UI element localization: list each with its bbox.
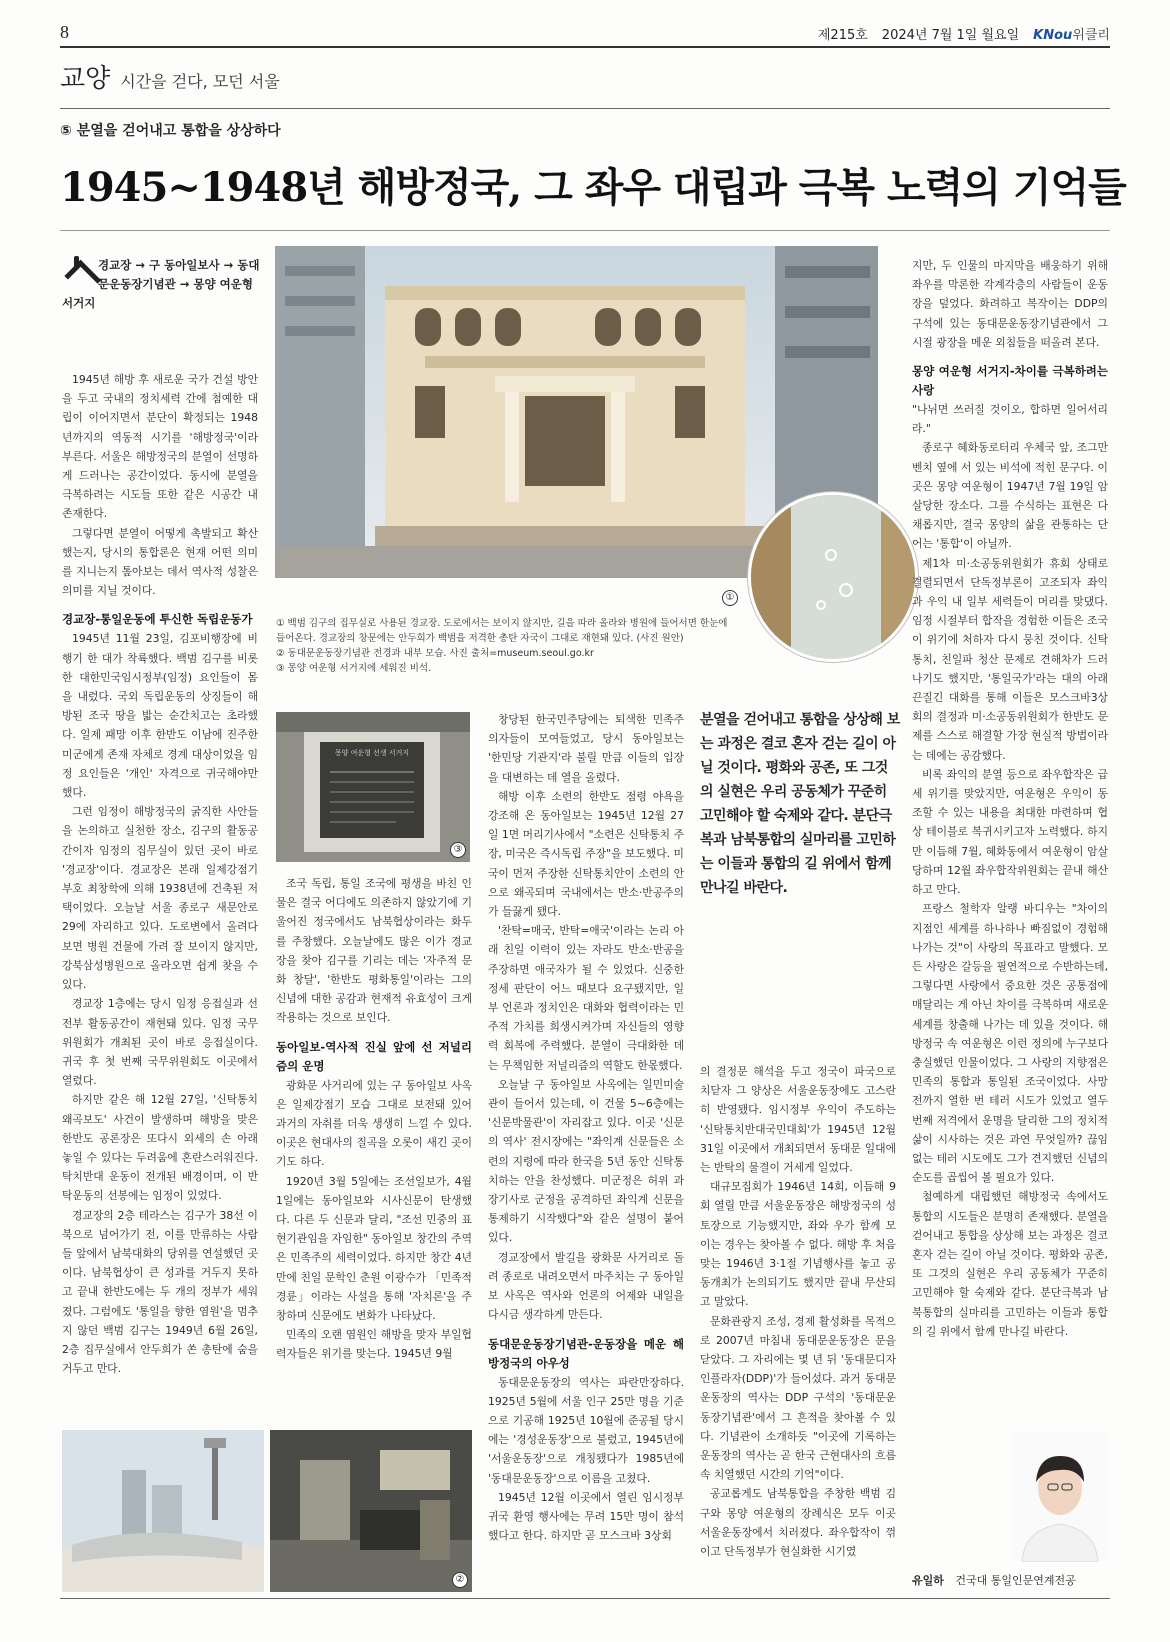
col5b-para-5: 프랑스 철학자 알랭 바디우는 "차이의 지점인 세계를 하나하나 빠짐없이 경험해 나가는 것"이 사랑의 목표라고 말했다. 모든 사랑은 갈등을 필연적으로 수반하는데, 그렇다면 사랑에서 중요한 것은 공통점에 매달리는 게 아닌 차이를 극복하며 새로운 세계를 창출해 나가는 데 있을 것이다. 해방정국 속 여운형은 이런 정의에 누구보다 충실했던 인물이었다. 그 사랑의 지향점은 민족의 통합과 통일된 조국이었다. 사망 전까지 열한 번 테러 시도가 있었고 열두 번째 저격에서 운명을 달리한 그의 정치적 삶이 시사하는 것은 과연 무엇일까? 끊임없는 테러 시도에도 그가 견지했던 신념의 순도를 곱씹어 볼 필요가 있다. (912, 902, 1108, 1185)
col1b-para-1: 1945년 11월 23일, 김포비행장에 비행기 한 대가 착륙했다. 백범 김구를 비롯한 대한민국임시정부(임정) 요인들이 몸을 내렸다. 국외 독립운동의 상징들이 해방된 조국 땅을 밟는 순간치고는 초라했다. 일제 패망 이후 한반도 이남에 진주한 미군에게 존재 자체로 경계 대상이었을 임정 요인들은 '개인' 자격으로 귀국해야만 했다. (62, 632, 258, 800)
photo-marker-1: ① (722, 590, 738, 606)
route-box (62, 256, 262, 313)
author-byline (912, 1572, 1076, 1588)
col5-subhead: 몽양 여운형 서거지-차이를 극복하려는 사랑 (912, 364, 1108, 398)
col2b-para-2: 1920년 3월 5일에는 조선일보가, 4월 1일에는 동아일보와 시사신문이 탄생했다. 다른 두 신문과 달리, "조선 민중의 표현기관임을 자임한" 동아일보 창간의 주역은 민족주의 세력이었다. 하지만 창간 4년 만에 친일 문학인 춘원 이광수가 「민족적 경륜」이라는 사설을 통해 '자치론'을 주창하며 신문에도 변화가 나타났다. (276, 1174, 472, 1323)
pull-quote: 분열을 걷어내고 통합을 상상해 보는 과정은 결코 혼자 걷는 길이 아닐 것이다. 평화와 공존, 또 그것의 실현은 우리 공동체가 꾸준히 고민해야 할 숙제와 같다. 분단극복과 남북통합의 실마리를 고민하는 이들과 통합의 길 위에서 함께 만나길 바란다. (700, 712, 900, 896)
col1b-para-5: 경교장의 2층 테라스는 김구가 38선 이북으로 넘어가기 전, 이를 만류하는 사람들 앞에서 남북대화의 당위를 연설했던 곳이다. 남북협상이 큰 성과를 거두지 못하고 끝내 한반도에는 두 개의 정부가 세워졌다. 그럼에도 '통일을 향한 염원'을 멈추지 않던 백범 김구는 1949년 6월 26일, 2층 집무실에서 안두희가 쏜 총탄에 숨을 거두고 만다. (62, 1208, 258, 1376)
col4-para-4: 공교롭게도 남북통합을 주창한 백범 김구와 몽양 여운형의 장례식은 모두 이곳 서울운동장에서 치러졌다. 좌우합작이 꺾이고 단독정부가 현실화한 시기였 (700, 1487, 896, 1559)
photo-bullet-window (748, 492, 918, 662)
col5b-para-6: 첨예하게 대립했던 해방정국 속에서도 통합의 시도들은 분명히 존재했다. 분열을 걷어내고 통합을 상상해 보는 과정은 결코 혼자 걷는 길이 아닐 것이다. 평화와 공존, 또 그것의 실현은 우리 공동체가 꾸준히 고민해야 할 숙제와 같다. 분단극복과 남북통합의 실마리를 고민하는 이들과 통합의 길 위에서 함께 만나길 바란다. (912, 1190, 1108, 1338)
bottom-rule (60, 1598, 1110, 1599)
issue-meta (818, 24, 1110, 43)
col5b-para-4: 비록 좌익의 분열 등으로 좌우합작은 급세 위기를 맞았지만, 여운형은 우익이 동조할 수 있는 내용을 최대한 마련하며 협상 테이블로 복귀시키고자 노력했다. 하지만 이듬해 7월, 혜화동에서 여운형이 암살당하며 12월 좌우합작위원회는 끝내 해산하고 만다. (912, 767, 1108, 897)
photo-marker-2: ② (452, 1572, 468, 1588)
col4-para-2: 대규모집회가 1946년 14회, 이듬해 9회 열릴 만큼 서울운동장은 해방정국의 성토장으로 기능했지만, 좌와 우가 함께 모이는 경우는 찾아볼 수 없다. 해방 후 처음 맞는 1946년 3·1절 기념행사를 놓고 공동개최가 논의되기도 했지만 끝내 무산되고 말았다. (700, 1180, 896, 1309)
col1-para-2: 그렇다면 분열이 어떻게 촉발되고 확산했는지, 당시의 통합론은 현재 어떤 의미를 지니는지 톺아보는 데서 역사적 성찰은 의미를 지닐 것이다. (62, 526, 258, 598)
photo-ddp-exterior (62, 1430, 264, 1592)
col5-para-1: 지만, 두 인물의 마지막을 배웅하기 위해 좌우를 막론한 각계각층의 사람들이 운동장을 덮었다. 화려하고 복작이는 DDP의 구석에 있는 동대문운동장기념관에서 그 시절 광장을 메운 외침들을 떠올려 본다. (912, 259, 1108, 349)
author-photo (1012, 1432, 1108, 1562)
author-affiliation: 건국대 통일인문연계전공 (955, 1574, 1076, 1587)
photo-ddp-interior (270, 1430, 472, 1592)
bullet-window-illustration (751, 495, 918, 662)
brand-logo: KNou (1033, 28, 1073, 43)
ddp-exterior-illustration (62, 1430, 264, 1592)
col4-para-3: 문화관광지 조성, 경제 활성화를 목적으로 2007년 마침내 동대문운동장은 문을 닫았다. 그 자리에는 몇 년 뒤 '동대문디자인플라자(DDP)'가 들어섰다. 과거 동대문운동장의 역사는 DDP 구석의 '동대문운동장기념관'에서 그 흔적을 찾아볼 수 있다. 기념관이 소개하듯 "이곳에 기록하는 운동장의 역사는 곧 한국 근현대사의 흐름 속 치열했던 시간의 기억"이다. (700, 1314, 896, 1482)
section-subtitle: 시간을 걷다, 모던 서울 (120, 72, 280, 91)
col3-para-4: 오늘날 구 동아일보 사옥에는 일민미술관이 들어서 있는데, 이 건물 5~6층에는 '신문박물관'이 자리잡고 있다. 이곳 '신문의 역사' 전시장에는 "좌익계 신문들은 소련의 지령에 따라 한국을 5년 동안 신탁통치하는 안을 찬성했다. 미군정은 허위 과장기사로 군정을 공격하던 좌익계 신문을 통제하기 시작했다"와 같은 설명이 붙어 있다. (488, 1077, 684, 1245)
section-name: 교양 (60, 64, 111, 94)
column-5 (912, 256, 1108, 1556)
photo-monument (276, 712, 470, 862)
col3-para-1: 창당된 한국민주당에는 퇴색한 민족주의자들이 모여들었고, 당시 동아일보는 '한민당 기관지'라 불릴 만큼 이들의 입장을 대변하는 데 열을 올렸다. (488, 713, 684, 784)
headline-rule (60, 230, 1110, 231)
column-3 (488, 710, 684, 1592)
col3-para-2: 해방 이후 소련의 한반도 점령 야욕을 강조해 온 동아일보는 1945년 12월 27일 1면 머리기사에서 "소련은 신탁통치 주장, 미국은 즉시독립 주장"을 보도했다. 미국이 먼저 주장한 신탁통치안이 소련의 안으로 왜곡되며 국내에서는 반소·반공주의가 들끓게 됐다. (488, 789, 684, 919)
walking-route-icon (62, 256, 92, 288)
issue-date: 2024년 7월 1일 월요일 (881, 28, 1020, 43)
caption-1: ① 백범 김구의 집무실로 사용된 경교장. 도로에서는 보이지 않지만, 길을 따라 올라와 병원에 들어서면 한눈에 들어온다. 경교장의 창문에는 안두희가 백범을 저격한 총탄 자국이 그대로 재현돼 있다. (사진 원안) (276, 618, 728, 644)
section-rule (60, 108, 1110, 109)
section-header (60, 58, 280, 95)
issue-number: 제215호 (817, 28, 868, 43)
col3-para-5: 경교장에서 발길을 광화문 사거리로 돌려 종로로 내려오면서 마주치는 구 동아일보 사옥은 역사와 언론의 어제와 내일을 다시금 생각하게 만든다. (488, 1250, 684, 1322)
brand-suffix: 위클리 (1072, 28, 1110, 43)
author-portrait-illustration (1012, 1432, 1108, 1562)
col3b-para-1: 동대문운동장의 역사는 파란만장하다. 1925년 5월에 서울 인구 25만 명을 기준으로 기공해 1925년 10월에 준공될 당시에는 '경성운동장'으로 불렸고, 1945년에 '서울운동장'으로 개칭됐다가 1985년에 '동대문운동장'으로 이름을 고쳤다. (488, 1375, 684, 1485)
page-number: 8 (60, 22, 69, 42)
col4-para-1: 의 결정문 해석을 두고 정국이 파국으로 치닫자 그 양상은 서울운동장에도 고스란히 반영됐다. 임시정부 우익이 주도하는 '신탁통치반대국민대회'가 1945년 12월 31일 이곳에서 개최되면서 동대문 일대에는 반탁의 물결이 거세게 일었다. (700, 1065, 896, 1175)
col3-para-3: '찬탁=매국, 반탁=애국'이라는 논리 아래 친일 이력이 있는 자라도 반소·반공을 주장하면 애국자가 될 수 있었다. 신중한 정세 판단이 어느 때보다 요구됐지만, 일부 언론과 정치인은 대화와 협력이라는 민주적 가치를 희생시켜가며 자신들의 영향력 회복에 주력했다. 분열이 극대화한 데는 무책임한 저널리즘의 역할도 한몫했다. (488, 924, 684, 1072)
column-1 (62, 370, 258, 1416)
col3-subhead: 동대문운동장기념관-운동장을 메운 해방정국의 아우성 (488, 1336, 684, 1370)
series-label: ⑤ 분열을 걷어내고 통합을 상상하다 (60, 123, 281, 139)
author-name: 유일하 (912, 1574, 944, 1587)
col5b-para-3: 제1차 미·소공동위원회가 휴회 상태로 결렬되면서 단독정부론이 고조되자 좌익과 우익 내 일부 세력들이 머리를 맞댔다. 임정 시절부터 합작을 경험한 이들은 조국이 위기에 처하자 다시 뭉친 것이다. 신탁통치, 친일파 청산 문제로 견해차가 드러나기도 했지만, '통일국가'라는 대의 아래 끈질긴 대화를 통해 이들은 모스크바3상회의 결정과 미·소공동위원회가 한반도 문제를 스스로 해결할 가장 현실적 방법이라는 데에는 공감했다. (912, 556, 1108, 762)
col1-subhead: 경교장-통일운동에 투신한 독립운동가 (62, 612, 253, 627)
col1b-para-3: 경교장 1층에는 당시 임정 응접실과 선전부 활동공간이 재현돼 있다. 임정 국무위원회가 개최된 곳이 바로 응접실이다. 귀국 후 첫 번째 국무위원회도 이곳에서 열렸다. (62, 997, 258, 1088)
col2-subhead: 동아일보-역사적 진실 앞에 선 저널리즘의 운명 (276, 1039, 472, 1073)
top-rule (60, 46, 1110, 48)
monument-illustration (276, 712, 470, 862)
photo-captions (276, 616, 736, 676)
col2b-para-3: 민족의 오랜 염원인 해방을 맞자 부일협력자들은 위기를 맞는다. 1945년 9월 (276, 1328, 472, 1361)
monument-inscription: 몽양 여운형 선생 서거지 (334, 749, 410, 757)
col5b-para-1: "나뉘면 쓰러질 것이오, 합하면 일어서리라." (912, 403, 1108, 436)
caption-2: ② 동대문운동장기념관 전경과 내부 모습. 사진 출처=museum.seoul.go.kr (276, 648, 594, 659)
column-2 (276, 874, 472, 1424)
col3b-para-2: 1945년 12월 이곳에서 열린 임시정부 귀국 환영 행사에는 무려 15만 명이 참석했다고 한다. 하지만 곧 모스크바 3상회 (488, 1490, 684, 1543)
caption-3: ③ 몽양 여운형 서거지에 세워진 비석. (276, 663, 432, 674)
col2b-para-1: 광화문 사거리에 있는 구 동아일보 사옥은 일제강점기 모습 그대로 보전돼 있어 과거의 자취를 더욱 생생히 느낄 수 있다. 이곳은 현대사의 질곡을 오롯이 새긴 곳이기도 하다. (276, 1078, 472, 1169)
photo-marker-3: ③ (450, 842, 466, 858)
ddp-interior-illustration (270, 1430, 472, 1592)
column-4 (700, 1062, 896, 1592)
col5b-para-2: 종로구 혜화동로터리 우체국 앞, 조그만 벤치 옆에 서 있는 비석에 적힌 문구다. 이곳은 몽양 여운형이 1947년 7월 19일 암살당한 장소다. 그를 수식하는 표현은 다채롭지만, 결국 몽양의 삶을 관통하는 단어는 '통합'이 아닐까. (912, 441, 1108, 551)
col1-para-1: 1945년 해방 후 새로운 국가 건설 방안을 두고 국내의 정치세력 간에 첨예한 대립이 이어지면서 분단이 확정되는 1948년까지의 역동적 시기를 '해방정국'이라 부른다. 서울은 해방정국의 분열이 선명하게 드러나는 공간이었다. 동시에 분열을 극복하려는 시도들 또한 같은 시공간 내 존재한다. (62, 373, 258, 521)
col2-para-1: 조국 독립, 통일 조국에 평생을 바친 인물은 결국 어디에도 의존하지 않았기에 기울어진 정국에서도 남북협상이라는 화두를 주창했다. 오늘날에도 많은 이가 경교장을 찾아 김구를 기리는 데는 '자주적 문화 창달', '한반도 평화통일'이라는 그의 신념에 대한 공감과 현재적 유효성이 크게 작용하는 것으로 보인다. (276, 877, 472, 1025)
col1b-para-2: 그런 임정이 해방정국의 굵직한 사안들을 논의하고 실천한 장소, 김구의 활동공간이자 임정의 집무실이 있던 곳이 바로 '경교장'이다. 경교장은 본래 일제강점기 부호 최창학에 의해 1938년에 건축된 저택이었다. 오늘날 서울 종로구 새문안로 29에 자리하고 있다. 도로변에서 올려다보면 병원 건물에 가려 잘 보이지 않지만, 강북삼성병원으로 올라오면 쉽게 찾을 수 있다. (62, 805, 258, 992)
headline: 1945~1948년 해방정국, 그 좌우 대립과 극복 노력의 기억들 (60, 164, 1126, 211)
col1b-para-4: 하지만 같은 해 12월 27일, '신탁통치 왜곡보도' 사건이 발생하며 해방을 맞은 한반도 공론장은 또다시 외세의 손 아래 놓일 수 있다는 두려움에 혼란스러워진다. 탁치반대 운동이 전개된 배경이며, 이 반탁운동의 선봉에는 임정이 있었다. (62, 1093, 258, 1203)
route-text: 경교장 → 구 동아일보사 → 동대문운동장기념관 → 몽양 여운형 서거지 (62, 258, 260, 310)
